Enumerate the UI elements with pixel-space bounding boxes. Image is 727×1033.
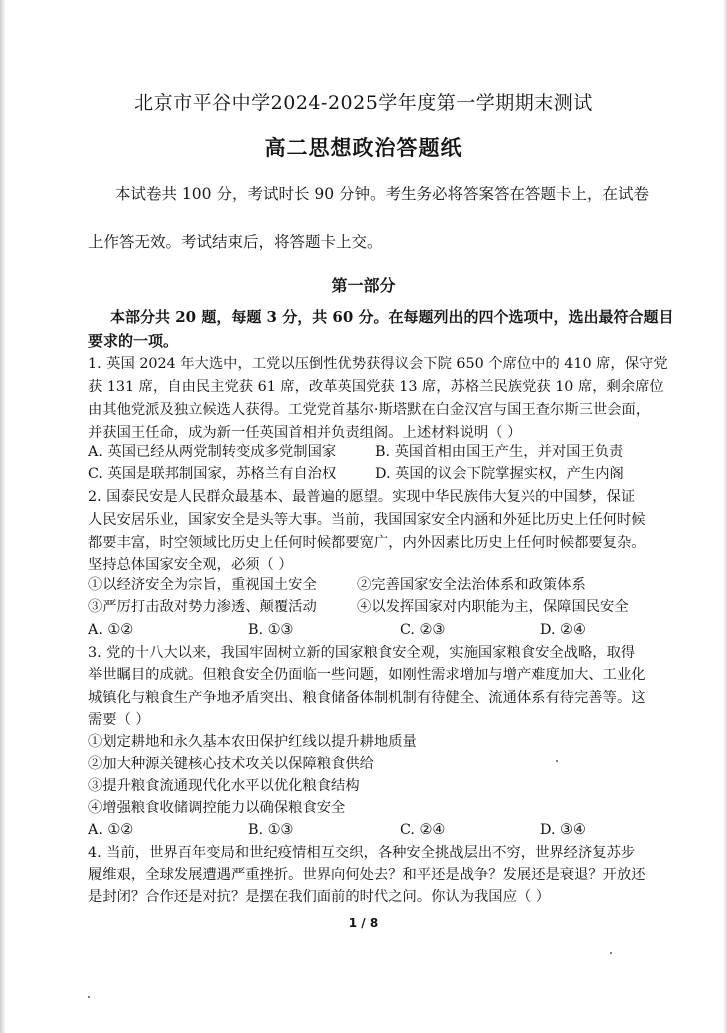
q3-statement-4: ④增强粮食收储调控能力以确保粮食安全 — [88, 800, 346, 816]
q1-text-line: 由其他党派及独立候选人获得。工党党首基尔·斯塔默在白金汉宫与国王查尔斯三世会面， — [88, 402, 651, 418]
q1-option-b: B. 英国首相由国王产生，并对国王负责 — [375, 444, 624, 460]
exam-subtitle: 高二思想政治答题纸 — [264, 135, 463, 160]
instructions-line-1: 本试卷共 100 分，考试时长 90 分钟。考生务必将答案答在答题卡上，在试卷 — [115, 185, 650, 203]
q2-text-line: 2. 国泰民安是人民群众最基本、最普遍的愿望。实现中华民族伟大复兴的中国梦，保证 — [88, 489, 636, 505]
q2-text-line: 人民安居乐业，国家安全是头等大事。当前，我国国家安全内涵和外延比历史上任何时候 — [88, 512, 646, 528]
part1-title: 第一部分 — [331, 276, 396, 295]
q3-option-c: C. ②④ — [400, 822, 446, 838]
q2-statement-2: ②完善国家安全法治体系和政策体系 — [357, 577, 586, 593]
q1-option-c: C. 英国是联邦制国家，苏格兰有自治权 — [88, 466, 337, 482]
q3-text-line: 举世瞩目的成就。但粮食安全仍面临一些问题，如刚性需求增加与增产难度加大、工业化 — [88, 667, 646, 683]
q2-option-b: B. ①③ — [248, 622, 294, 638]
q3-option-b: B. ①③ — [248, 822, 294, 838]
part1-intro-line-2: 要求的一项。 — [88, 332, 179, 350]
q1-text-line: 1. 英国 2024 年大选中，工党以压倒性优势获得议会下院 650 个席位中的 410 席，保守党 — [88, 356, 668, 372]
q4-text-line: 4. 当前，世界百年变局和世纪疫情相互交织，各种安全挑战层出不穷，世界经济复苏步 — [88, 845, 636, 861]
exam-title: 北京市平谷中学2024-2025学年度第一学期期末测试 — [134, 92, 593, 114]
q1-option-d: D. 英国的议会下院掌握实权，产生内阁 — [375, 466, 624, 482]
q2-option-c: C. ②③ — [400, 622, 446, 638]
instructions-line-2: 上作答无效。考试结束后，将答题卡上交。 — [88, 233, 383, 251]
q1-option-a: A. 英国已经从两党制转变成多党制国家 — [88, 444, 337, 460]
q2-statement-1: ①以经济安全为宗旨，重视国土安全 — [88, 577, 317, 593]
part1-intro-line-1: 本部分共 20 题，每题 3 分，共 60 分。在每题列出的四个选项中，选出最符合题目 — [110, 308, 674, 326]
q3-statement-2: ②加大种源关键核心技术攻关以保障粮食供给 — [88, 756, 374, 772]
q4-text-line: 是封闭？合作还是对抗？是摆在我们面前的时代之问。你认为我国应（ ） — [88, 889, 551, 905]
scan-speck — [88, 996, 90, 998]
q2-statement-3: ③严厉打击敌对势力渗透、颠覆活动 — [88, 599, 317, 615]
page-number: 1 / 8 — [348, 916, 379, 930]
q2-statement-4: ④以发挥国家对内职能为主，保障国民安全 — [357, 599, 629, 615]
q3-option-a: A. ①② — [88, 822, 134, 838]
q2-text-line: 坚持总体国家安全观，必须（ ） — [88, 557, 293, 573]
q1-text-line: 获 131 席，自由民主党获 61 席，改革英国党获 13 席，苏格兰民族党获 10 席，剩余席位 — [88, 379, 664, 395]
q3-text-line: 城镇化与粮食生产争地矛盾突出、粮食储备体制机制有待健全、流通体系有待完善等。这 — [88, 690, 646, 706]
scan-speck — [556, 760, 558, 762]
q3-statement-3: ③提升粮食流通现代化水平以优化粮食结构 — [88, 778, 360, 794]
q3-option-d: D. ③④ — [540, 822, 586, 838]
q2-option-d: D. ②④ — [540, 622, 586, 638]
scan-speck — [610, 952, 612, 954]
q1-text-line: 并获国王任命，成为新一任英国首相并负责组阁。上述材料说明（ ） — [88, 425, 522, 441]
q2-text-line: 都要丰富，时空领域比历史上任何时候都要宽广，内外因素比历史上任何时候都要复杂。 — [88, 535, 646, 551]
q3-statement-1: ①划定耕地和永久基本农田保护红线以提升耕地质量 — [88, 734, 417, 750]
q2-option-a: A. ①② — [88, 622, 134, 638]
q3-text-line: 3. 党的十八大以来，我国牢固树立新的国家粮食安全观，实施国家粮食安全战略，取得 — [88, 645, 636, 661]
q4-text-line: 履维艰，全球发展遭遇严重挫折。世界向何处去？和平还是战争？发展还是衰退？开放还 — [88, 867, 646, 883]
q3-text-line: 需要（ ） — [88, 712, 150, 728]
